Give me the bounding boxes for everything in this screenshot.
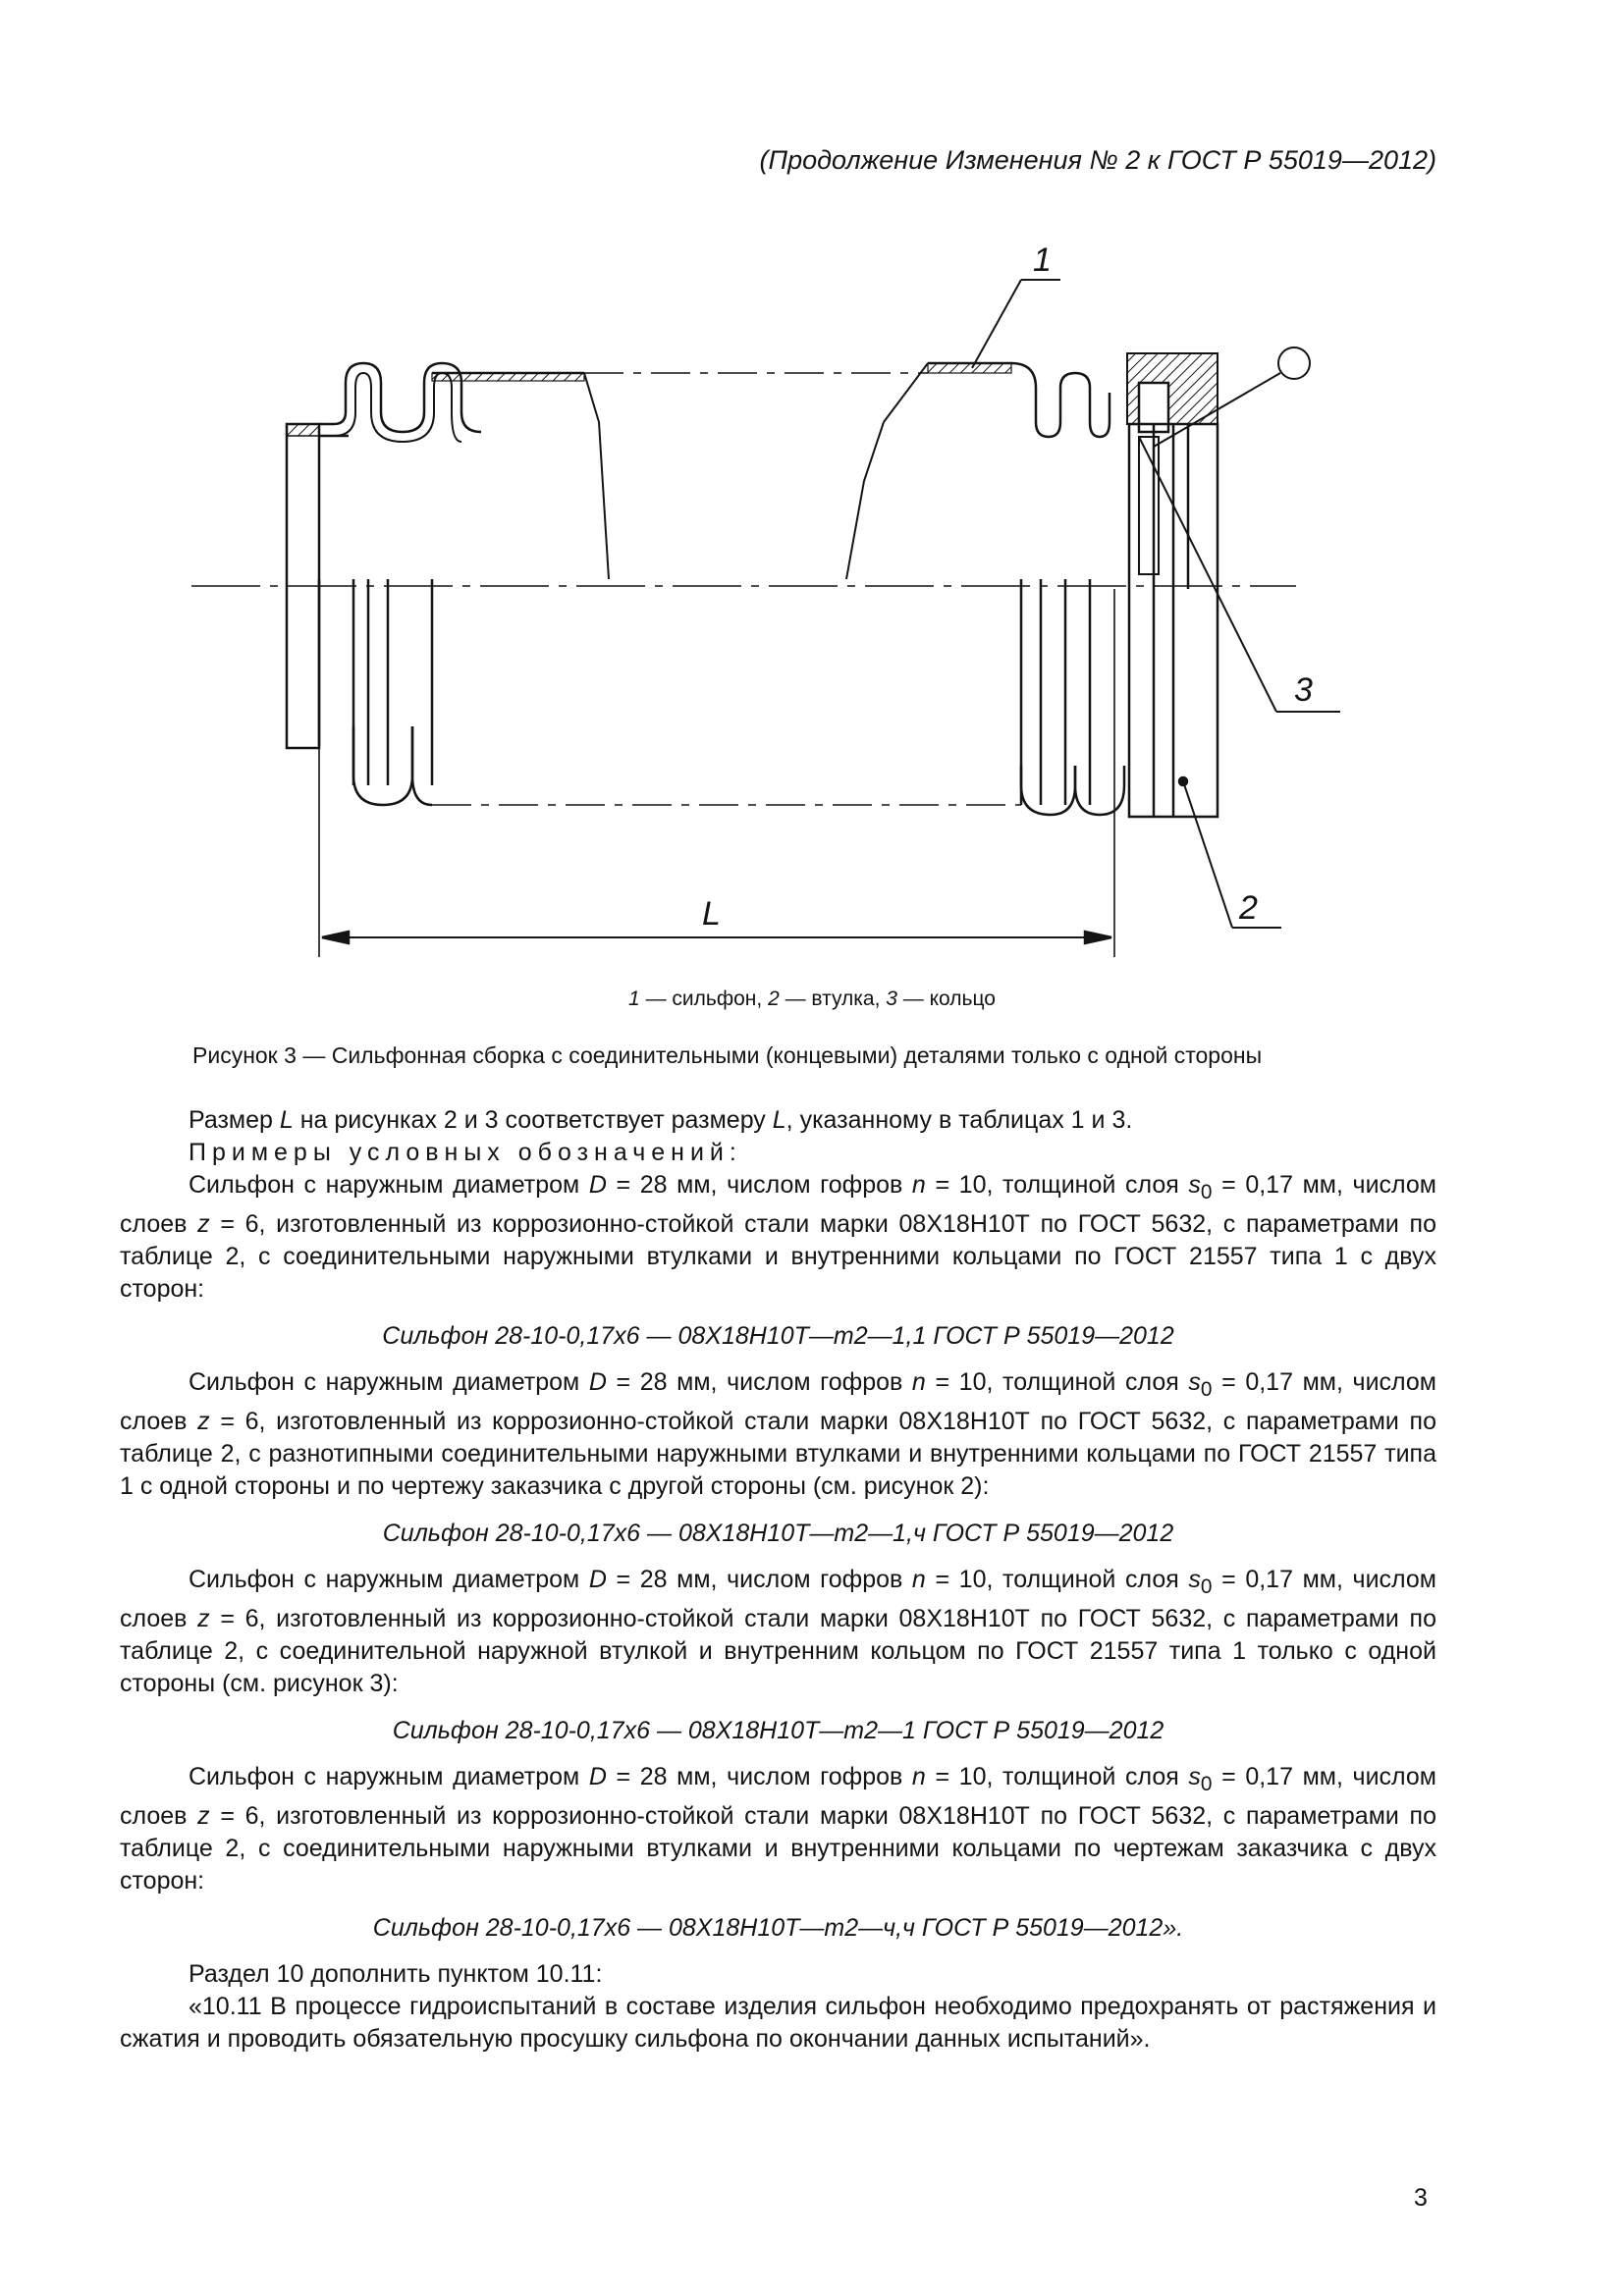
callout-1: 1 [1033,241,1052,279]
paragraph-size-L: Размер L на рисунках 2 и 3 соответствует размеру L, указанному в таблицах 1 и 3. [189,1106,1133,1134]
body-text [120,1104,1436,2056]
legend-num-1: 1 [628,988,640,1010]
leader-2 [1183,781,1232,928]
legend-text-3: — кольцо [896,988,996,1010]
example-1-designation: Сильфон 28-10-0,17х6 — 08Х18Н10Т—т2—1,1 ГОСТ Р 55019—2012 [382,1322,1174,1350]
legend-text-1: — сильфон, [639,988,769,1010]
examples-heading: Примеры условных обозначений: [189,1139,742,1166]
section-addition: Раздел 10 дополнить пунктом 10.11: [189,1960,603,1988]
right-convolutions-top [1011,363,1110,437]
page-number: 3 [1414,2184,1428,2212]
bellows-assembly-drawing [0,0,1624,1041]
legend-num-2: 2 [768,988,780,1010]
lower-bulge-1 [353,726,412,805]
leader-1 [972,280,1021,368]
figure-legend [0,988,1624,1011]
example-4-text: Сильфон с наружным диаметром D = 28 мм, числом гофров n = 10, толщиной слоя $s_0 = 0,17$ мм, числом слоев z = 6, изготовленный из коррозионно-стойкой стали марки 08Х18Н10Т по ГОСТ 5632, с параметрами по таблице 2, с соединительными наружными втулками и внутренними кольцами по чертежам заказчика с двух сторон: [120,1763,1436,1895]
example-2-text: Сильфон с наружным диаметром D = 28 мм, числом гофров n = 10, толщиной слоя $s_0 = 0,17$ мм, числом слоев z = 6, изготовленный из коррозионно-стойкой стали марки 08Х18Н10Т по ГОСТ 5632, с параметрами по таблице 2, с разнотипными соединительными наружными втулками и внутренними кольцами по ГОСТ 21557 типа 1 с одной стороны и по чертежу заказчика с другой стороны (см. рисунок 2): [120,1368,1436,1500]
clause-10-11: «10.11 В процессе гидроиспытаний в составе изделия сильфон необходимо предохранять от растяжения и сжатия и проводить обязательную просушку сильфона по окончании данных испытаний». [120,1993,1436,2053]
example-1-text: Сильфон с наружным диаметром D = 28 мм, числом гофров n = 10, толщиной слоя $s_0 = 0,17$ мм, числом слоев z = 6, изготовленный из коррозионно-стойкой стали марки 08Х18Н10Т по ГОСТ 5632, с параметрами по таблице 2, с соединительными наружными втулками и внутренними кольцами по ГОСТ 21557 типа 1 с двух сторон: [120,1171,1436,1303]
lower-bulge-2 [1021,766,1075,815]
legend-num-3: 3 [886,988,897,1010]
legend-text-2: — втулка, [779,988,887,1010]
example-3-text: Сильфон с наружным диаметром D = 28 мм, числом гофров n = 10, толщиной слоя $s_0 = 0,17$ мм, числом слоев z = 6, изготовленный из коррозионно-стойкой стали марки 08Х18Н10Т по ГОСТ 5632, с параметрами по таблице 2, с соединительной наружной втулкой и внутренним кольцом по ГОСТ 21557 типа 1 только с одной стороны (см. рисунок 3): [120,1566,1436,1697]
running-header: (Продолжение Изменения № 2 к ГОСТ Р 55019—2012) [759,145,1436,175]
callout-3: 3 [1294,671,1313,709]
example-3-designation: Сильфон 28-10-0,17х6 — 08Х18Н10Т—т2—1 ГОСТ Р 55019—2012 [392,1717,1164,1744]
callout-2: 2 [1239,889,1258,927]
figure-caption: Рисунок 3 — Сильфонная сборка с соединительными (концевыми) деталями только с одной стороны [192,1042,1263,1068]
detail-circle [1278,347,1310,379]
dimension-label-L: L [702,895,721,933]
example-4-designation: Сильфон 28-10-0,17х6 — 08Х18Н10Т—т2—ч,ч ГОСТ Р 55019—2012». [372,1914,1184,1942]
example-2-designation: Сильфон 28-10-0,17х6 — 08Х18Н10Т—т2—1,ч ГОСТ Р 55019—2012 [382,1520,1174,1547]
